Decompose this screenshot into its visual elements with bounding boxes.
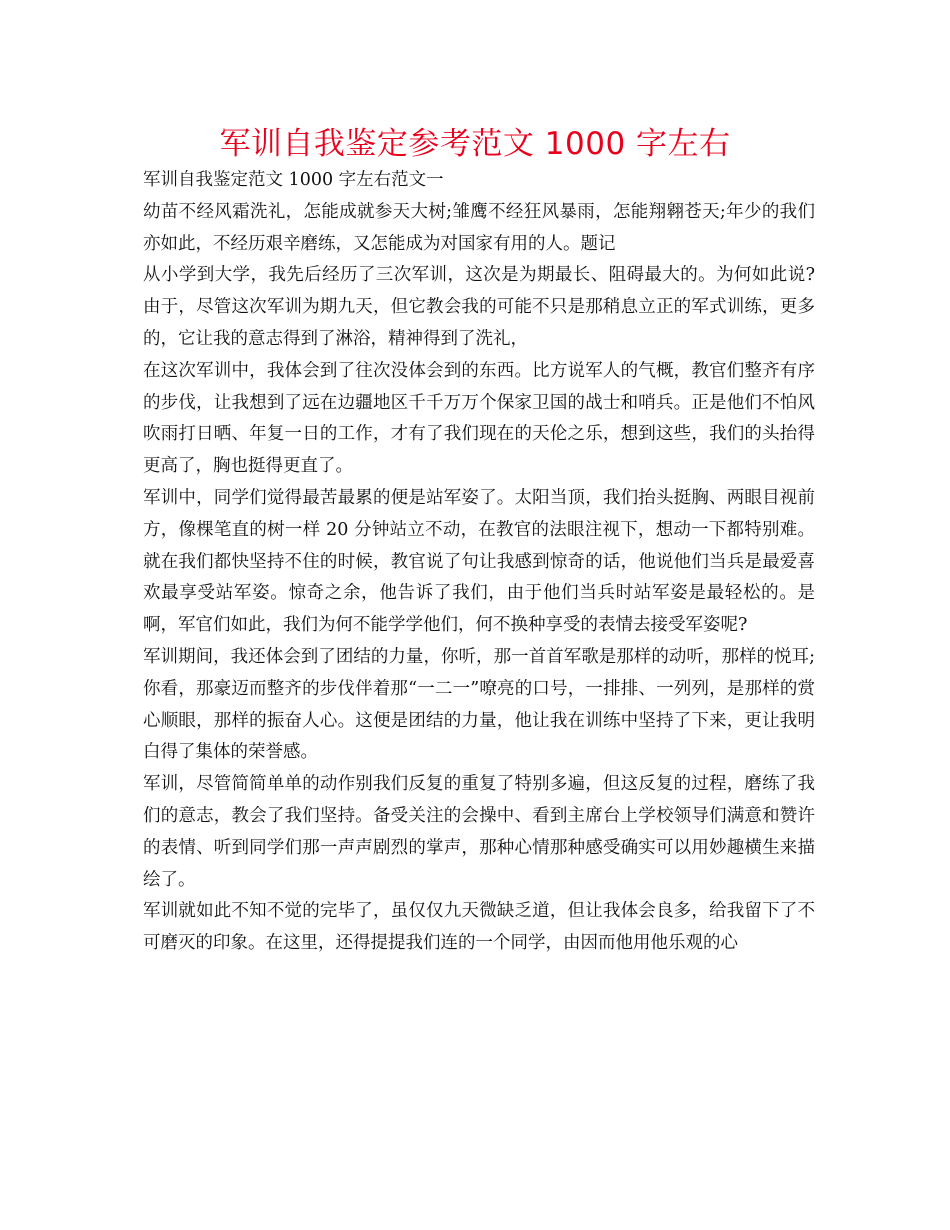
paragraph: 军训期间，我还体会到了团结的力量，你听，那一首首军歌是那样的动听，那样的悦耳;你看，那豪迈而整齐的步伐伴着那“一二一”嘹亮的口号，一排排、一列列，是那样的赏心顺眼，那样的振奋人心。这便是团结的力量，他让我在训练中坚持了下来，更让我明白得了集体的荣誉感。 xyxy=(143,646,815,763)
paragraph: 在这次军训中，我体会到了往次没体会到的东西。比方说军人的气概，教官们整齐有序的步伐，让我想到了远在边疆地区千千万万个保家卫国的战士和哨兵。正是他们不怕风吹雨打日晒、年复一日的工作，才有了我们现在的天伦之乐，想到这些，我们的头抬得更高了，胸也挺得更直了。 xyxy=(143,360,815,477)
document-title: 军训自我鉴定参考范文 1000 字左右 xyxy=(219,126,731,162)
paragraph: 军训，尽管简简单单的动作别我们反复的重复了特别多遍，但这反复的过程，磨练了我们的意志，教会了我们坚持。备受关注的会操中、看到主席台上学校领导们满意和赞许的表情、听到同学们那一声声剧烈的掌声，那种心情那种感受确实可以用妙趣横生来描绘了。 xyxy=(143,774,815,890)
paragraph-subtitle: 军训自我鉴定范文 1000 字左右范文一 xyxy=(143,170,444,190)
document-body xyxy=(143,165,815,960)
paragraph: 军训中，同学们觉得最苦最累的便是站军姿了。太阳当顶，我们抬头挺胸、两眼目视前方，像棵笔直的树一样 20 分钟站立不动，在教官的法眼注视下，想动一下都特别难。就在我们都快坚持不住的时候，教官说了句让我感到惊奇的话，他说他们当兵是最爱喜欢最享受站军姿。惊奇之余，他告诉了我们，由于他们当兵时站军姿是最轻松的。是啊，军官们如此，我们为何不能学学他们，何不换种享受的表情去接受军姿呢? xyxy=(143,487,815,636)
paragraph: 军训就如此不知不觉的完毕了，虽仅仅九天微缺乏道，但让我体会良多，给我留下了不可磨灭的印象。在这里，还得提提我们连的一个同学，由因而他用他乐观的心 xyxy=(143,901,815,954)
paragraph: 从小学到大学，我先后经历了三次军训，这次是为期最长、阻碍最大的。为何如此说?由于，尽管这次军训为期九天，但它教会我的可能不只是那稍息立正的军式训练，更多的，它让我的意志得到了淋浴，精神得到了洗礼， xyxy=(143,265,815,349)
paragraph-epigraph: 幼苗不经风霜洗礼，怎能成就参天大树;雏鹰不经狂风暴雨，怎能翔翱苍天;年少的我们亦如此，不经历艰辛磨练，又怎能成为对国家有用的人。题记 xyxy=(143,201,815,254)
